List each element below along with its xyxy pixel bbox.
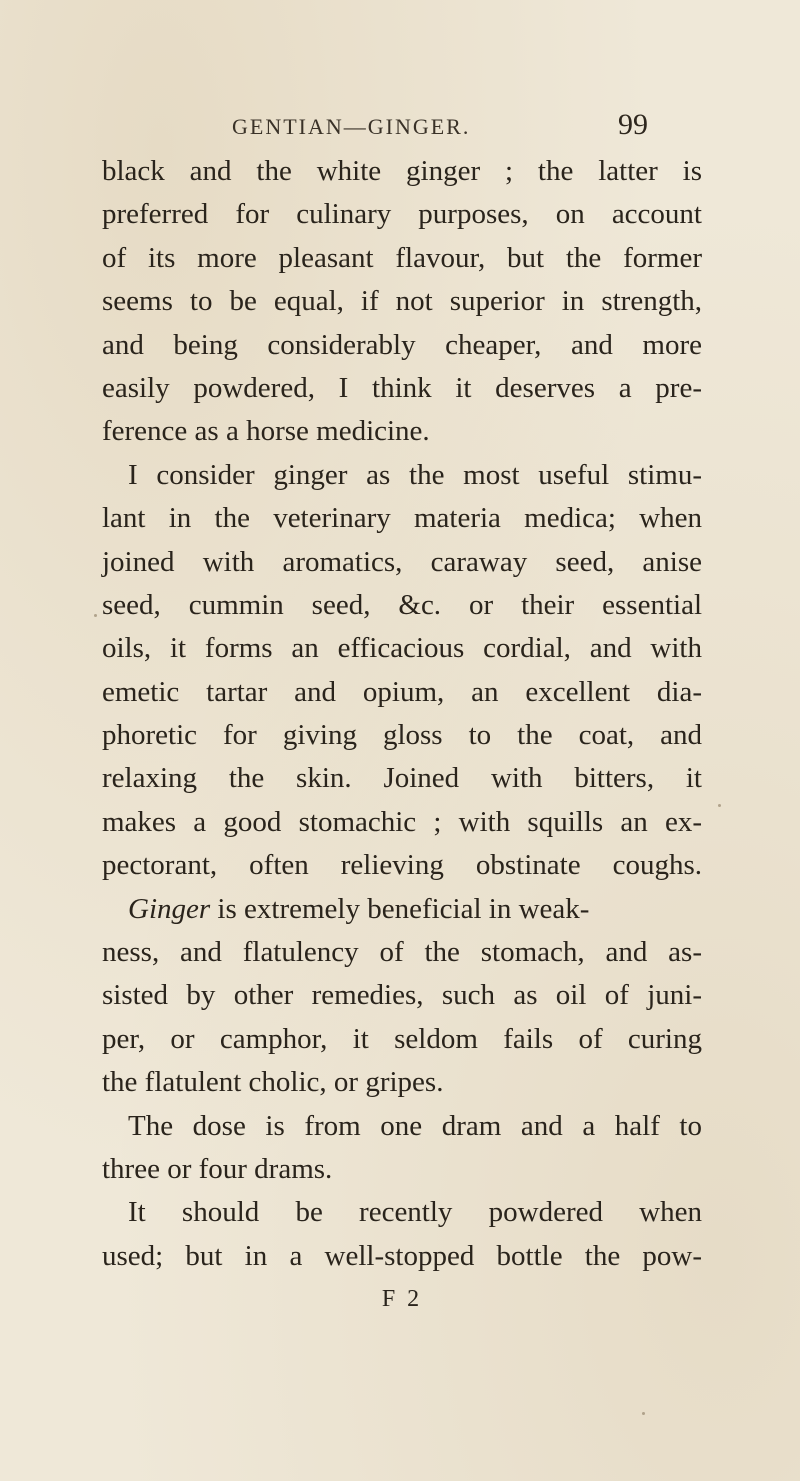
text-line: seems to be equal, if not superior in strength, xyxy=(102,285,702,318)
text-line: phoretic for giving gloss to the coat, and xyxy=(102,719,702,752)
body-text xyxy=(102,150,702,1322)
text-line: and being considerably cheaper, and more xyxy=(102,328,702,361)
text-line: oils, it forms an efficacious cordial, and with xyxy=(102,632,702,665)
italic-word: Ginger xyxy=(128,892,211,925)
text-line: ness, and flatulency of the stomach, and as- xyxy=(102,936,702,969)
text-line: sisted by other remedies, such as oil of juni- xyxy=(102,979,702,1012)
text-line-rest: is extremely beneficial in weak- xyxy=(210,892,590,925)
text-line: easily powdered, I think it deserves a pre- xyxy=(102,371,702,404)
page-number: 99 xyxy=(618,108,648,141)
text-line: used; but in a well-stopped bottle the pow- xyxy=(102,1239,702,1272)
paper-speck xyxy=(94,614,97,617)
text-line: black and the white ginger ; the latter is xyxy=(102,155,702,187)
text-line: lant in the veterinary materia medica; when xyxy=(102,502,702,535)
text-line: I consider ginger as the most useful stimu- xyxy=(128,458,702,491)
text-line: It should be recently powdered when xyxy=(128,1196,702,1229)
text-line: makes a good stomachic ; with squills an ex- xyxy=(102,805,702,838)
running-head xyxy=(0,108,800,148)
text-line: relaxing the skin. Joined with bitters, it xyxy=(102,762,702,795)
paper-speck xyxy=(642,1412,645,1415)
text-line: of its more pleasant flavour, but the former xyxy=(102,241,702,274)
paper-speck xyxy=(718,804,721,807)
text-line: ference as a horse medicine. xyxy=(102,415,430,448)
text-line: three or four drams. xyxy=(102,1152,333,1185)
text-line: the flatulent cholic, or gripes. xyxy=(102,1066,444,1099)
text-line: The dose is from one dram and a half to xyxy=(128,1109,702,1142)
text-line: per, or camphor, it seldom fails of curing xyxy=(102,1022,702,1055)
running-head-title: GENTIAN—GINGER. xyxy=(232,114,471,139)
text-line: seed, cummin seed, &c. or their essential xyxy=(102,588,702,621)
text-line: joined with aromatics, caraway seed, anise xyxy=(102,545,702,578)
text-line: preferred for culinary purposes, on account xyxy=(102,198,702,231)
text-line xyxy=(102,888,702,931)
text-line: emetic tartar and opium, an excellent dia- xyxy=(102,675,702,708)
text-line: pectorant, often relieving obstinate coughs. xyxy=(102,849,702,882)
signature-mark: F 2 xyxy=(381,1286,423,1313)
